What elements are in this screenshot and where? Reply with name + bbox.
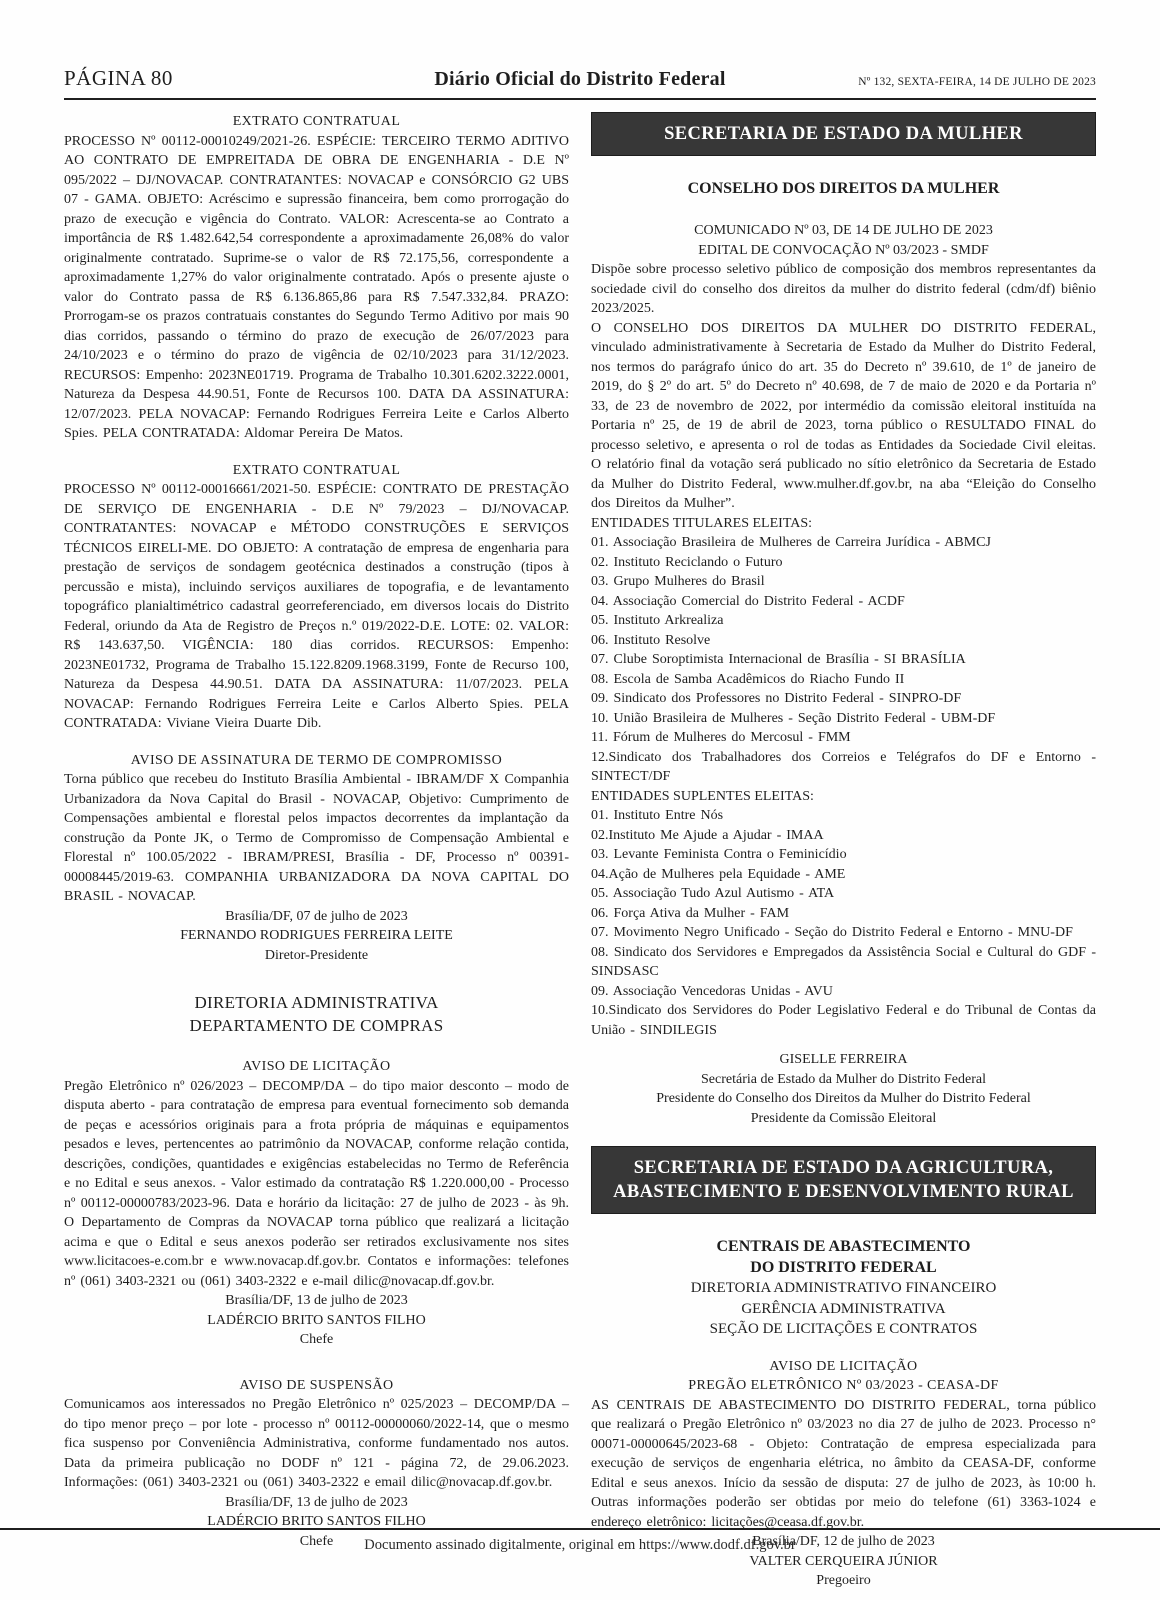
signature-role: Secretária de Estado da Mulher do Distrito Federal (701, 1071, 986, 1087)
entity-titular-item: 12.Sindicato dos Trabalhadores dos Correios e Telégrafos do DF e Entorno - SINTECT/DF (591, 749, 1096, 784)
entity-suplente-item: 07. Movimento Negro Unificado - Seção do Distrito Federal e Entorno - MNU-DF (591, 925, 1073, 940)
section-body: PROCESSO Nº 00112-00010249/2021-26. ESPÉCIE: TERCEIRO TERMO ADITIVO AO CONTRATO DE EMPREITADA DE OBRA DE ENGENHARIA - D.E Nº 095/2022 – DJ/NOVACAP. CONTRATANTES: NOVACAP e CONSÓRCIO G2 UBS 07 - GAMA. OBJETO: Acréscimo e supressão financeira, bem como prorrogação do prazo de execução e vigência do Contrato. VALOR: Acrescenta-se ao Contrato a importância de R$ 1.482.642,54 correspondente a aproximadamente 26,08% do valor originalmente contratado. Suprime-se o valor de R$ 72.175,56, correspondente a aproximadamente 1,27% do valor originalmente contratado. Após o presente ajuste o valor do Contrato passa de R$ 6.136.865,86 para R$ 7.547.332,84. PRAZO: Prorrogam-se os prazos contratuais constantes do Segundo Termo Aditivo por mais 90 dias corridos, passando o término do prazo de execução de 26/07/2023 para 24/10/2023 e o término do prazo de vigência de 02/10/2023 para 31/12/2023. RECURSOS: Empenho: 2023NE01719. Programa de Trabalho 10.301.6202.3222.0001, Natureza da Despesa 44.90.51, Fonte de Recursos 100. DATA DA ASSINATURA: 12/07/2023. PELA NOVACAP: Fernando Rodrigues Ferreira Leite e Carlos Alberto Spies. PELA CONTRATADA: Aldomar Pereira De Matos. (64, 133, 569, 441)
signature-role: Presidente do Conselho dos Direitos da Mulher do Distrito Federal (656, 1091, 1031, 1106)
entity-suplente-item: 05. Associação Tudo Azul Autismo - ATA (591, 886, 835, 901)
signature-place-date: Brasília/DF, 13 de julho de 2023 (225, 1494, 408, 1510)
subunit-headings (591, 1278, 1096, 1340)
section-body: AS CENTRAIS DE ABASTECIMENTO DO DISTRITO FEDERAL, torna público que realizará o Pregão Eletrônico nº 03/2023 no dia 27 de julho de 2023. Processo n° 00071-00000645/2023-68 - Objeto: Contratação de empresa especializada para execução de serviços de engenharia elétrica, no âmbito da CEASA-DF, conforme Edital e seus anexos. Início da sessão de disputa: 27 de julho de 2023, às 10:00 h. Outras informações poderão ser obtidas por meio do telefone (61) 3363-1024 e endereço eletrônico: licitações@ceasa.df.gov.br. (591, 1397, 1096, 1530)
ementa-paragraph: Dispõe sobre processo seletivo público de composição dos membros representantes da sociedade civil do conselho dos direitos da mulher do distrito federal (cdm/df) biênio 2023/2025. (591, 262, 1096, 316)
entity-titular-item: 09. Sindicato dos Professores no Distrito Federal - SINPRO-DF (591, 691, 962, 706)
entity-titular-item: 10. União Brasileira de Mulheres - Seção Distrito Federal - UBM-DF (591, 710, 996, 726)
signature-name: LADÉRCIO BRITO SANTOS FILHO (207, 1312, 426, 1328)
signature-block-mulher (591, 1050, 1096, 1128)
section-aviso-assinatura (64, 751, 569, 966)
signature-place-date: Brasília/DF, 07 de julho de 2023 (225, 908, 408, 924)
page-number-label: PÁGINA 80 (64, 66, 173, 90)
signature-role: Pregoeiro (816, 1573, 871, 1588)
subunit-line: GERÊNCIA ADMINISTRATIVA (741, 1300, 946, 1317)
entities-suplentes-list (591, 806, 1096, 1040)
entity-titular-item: 11. Fórum de Mulheres do Mercosul - FMM (591, 730, 851, 745)
suplentes-label: ENTIDADES SUPLENTES ELEITAS: (591, 788, 814, 804)
footer-rule (0, 1528, 1160, 1530)
entity-titular-item: 02. Instituto Reciclando o Futuro (591, 554, 783, 570)
entity-suplente-item: 03. Levante Feminista Contra o Feminicídio (591, 847, 847, 862)
masthead-title: Diário Oficial do Distrito Federal (434, 68, 726, 90)
edital-title: EDITAL DE CONVOCAÇÃO Nº 03/2023 - SMDF (698, 242, 989, 258)
section-subtitle: PREGÃO ELETRÔNICO Nº 03/2023 - CEASA-DF (688, 1378, 999, 1393)
edition-info: Nº 132, SEXTA-FEIRA, 14 DE JULHO DE 2023 (858, 76, 1096, 88)
entity-titular-item: 06. Instituto Resolve (591, 632, 711, 648)
section-title: EXTRATO CONTRATUAL (232, 462, 401, 478)
banner-secretaria-agricultura (591, 1146, 1096, 1214)
titulares-label: ENTIDADES TITULARES ELEITAS: (591, 515, 813, 531)
entity-suplente-item: 02.Instituto Me Ajude a Ajudar - IMAA (591, 827, 824, 843)
signature-role: Presidente da Comissão Eleitoral (750, 1110, 937, 1126)
content-columns (64, 112, 1096, 1591)
footer-signature-note: Documento assinado digitalmente, original em https://www.dodf.df.gov.br (364, 1537, 796, 1553)
section-title: AVISO DE LICITAÇÃO (769, 1358, 918, 1374)
left-column (64, 112, 569, 1591)
signature-name: GISELLE FERREIRA (779, 1052, 908, 1067)
resultado-paragraph: O CONSELHO DOS DIREITOS DA MULHER DO DISTRITO FEDERAL, vinculado administrativamente à Secretaria de Estado da Mulher do Distrito Federal, nos termos do parágrafo único do art. 35 do Decreto nº 39.610, de 1º de janeiro de 2019, do § 2º do art. 5º do Decreto nº 40.698, de 7 de maio de 2020 e da Portaria nº 33, de 23 de novembro de 2022, por intermédio da comissão eleitoral instituída na Portaria nº 25, de 19 de abril de 2023, torna público o RESULTADO FINAL do processo seletivo, e apresenta o rol de todas as Entidades da Sociedade Civil eleitas. O relatório final da votação será publicado no sítio eletrônico da Secretaria de Estado da Mulher do Distrito Federal, www.mulher.df.gov.br, na aba “Eleição do Conselho dos Direitos da Mulher”. (591, 320, 1096, 511)
banner-text-line: ABASTECIMENTO E DESENVOLVIMENTO RURAL (613, 1182, 1074, 1202)
signature-place-date: Brasília/DF, 12 de julho de 2023 (752, 1534, 935, 1549)
entity-suplente-item: 01. Instituto Entre Nós (591, 808, 724, 823)
section-extrato-contratual-1 (64, 112, 569, 444)
section-extrato-contratual-2 (64, 461, 569, 734)
signature-name: FERNANDO RODRIGUES FERREIRA LEITE (180, 928, 453, 943)
right-column (591, 112, 1096, 1591)
centrais-heading (591, 1236, 1096, 1278)
section-aviso-suspensao (64, 1376, 569, 1552)
entity-suplente-item: 04.Ação de Mulheres pela Equidade - AME (591, 866, 846, 882)
signature-block (64, 1291, 569, 1350)
banner-secretaria-mulher (591, 112, 1096, 156)
header-rule (64, 98, 1096, 100)
signature-name: VALTER CERQUEIRA JÚNIOR (749, 1553, 938, 1569)
entity-titular-item: 07. Clube Soroptimista Internacional de Brasília - SI BRASÍLIA (591, 652, 966, 667)
centrais-line: CENTRAIS DE ABASTECIMENTO (716, 1238, 971, 1255)
section-aviso-licitacao-novacap (64, 1057, 569, 1350)
comunicado-title: COMUNICADO Nº 03, DE 14 DE JULHO DE 2023 (694, 223, 993, 238)
signature-place-date: Brasília/DF, 13 de julho de 2023 (225, 1293, 408, 1308)
entity-titular-item: 05. Instituto Arkrealiza (591, 613, 724, 628)
section-body: Comunicamos aos interessados no Pregão Eletrônico nº 025/2023 – DECOMP/DA – do tipo menor preço – por lote - processo nº 00112-00000060/2022-14, que o mesmo fica suspenso por Conveniência Administrativa, conforme fundamentado nos autos. Data da primeira publicação no DODF nº 121 - página 72, de 29.06.2023. Informações: (061) 3403-2321 ou (061) 3403-2322 e email dilic@novacap.df.gov.br. (64, 1397, 569, 1490)
section-title: AVISO DE LICITAÇÃO (242, 1059, 391, 1074)
org-heading-diretoria (64, 991, 569, 1037)
entity-titular-item: 01. Associação Brasileira de Mulheres de Carreira Jurídica - ABMCJ (591, 535, 991, 550)
section-title: AVISO DE ASSINATURA DE TERMO DE COMPROMISSO (130, 752, 503, 768)
subunit-line: DIRETORIA ADMINISTRATIVO FINANCEIRO (690, 1280, 997, 1296)
conselho-heading: CONSELHO DOS DIREITOS DA MULHER (687, 180, 1000, 197)
centrais-line: DO DISTRITO FEDERAL (750, 1259, 937, 1276)
org-line: DIRETORIA ADMINISTRATIVA (194, 993, 439, 1012)
signature-role: Chefe (299, 1533, 334, 1549)
banner-text: SECRETARIA DE ESTADO DA MULHER (664, 124, 1023, 144)
entity-titular-item: 08. Escola de Samba Acadêmicos do Riacho Fundo II (591, 671, 905, 687)
subunit-line: SEÇÃO DE LICITAÇÕES E CONTRATOS (709, 1321, 978, 1337)
signature-block (64, 907, 569, 966)
entity-titular-item: 04. Associação Comercial do Distrito Federal - ACDF (591, 593, 905, 609)
banner-text-line: SECRETARIA DE ESTADO DA AGRICULTURA, (633, 1158, 1054, 1178)
section-body: Torna público que recebeu do Instituto Brasília Ambiental - IBRAM/DF X Companhia Urbanizadora da Nova Capital do Brasil - NOVACAP, Objetivo: Cumprimento de Compensações ambiental e florestal pelos impactos decorrentes da implantação da construção da Ponte JK, o Termo de Compromisso de Compensação Ambiental e Florestal nº 100.05/2022 - IBRAM/PRESI, Brasília - DF, Processo nº 00391-00008445/2019-63. COMPANHIA URBANIZADORA DA NOVA CAPITAL DO BRASIL - NOVACAP. (64, 772, 569, 904)
signature-role: Diretor-Presidente (264, 947, 369, 963)
org-line: DEPARTAMENTO DE COMPRAS (189, 1016, 444, 1035)
entity-suplente-item: 08. Sindicato dos Servidores e Empregados da Assistência Social e Cultural do GDF - SINDSASC (591, 944, 1096, 979)
entities-titulares-list (591, 533, 1096, 787)
section-aviso-licitacao-ceasa (591, 1357, 1096, 1591)
page-header (64, 66, 1096, 91)
entity-suplente-item: 06. Força Ativa da Mulher - FAM (591, 905, 790, 921)
section-body: Pregão Eletrônico nº 026/2023 – DECOMP/DA – do tipo maior desconto – modo de disputa aberto - para contratação de empresa para eventual fornecimento sob demanda de peças e acessórios originais para a frota própria de máquinas e equipamentos pesados e leves, pertencentes ao patrimônio da NOVACAP, conforme relação contida, descrições, condições, quantidades e exigências estabelecidas no Termo de Referência e no Edital e seus anexos. - Valor estimado da contratação R$ 1.220.000,00 - Processo nº 00112-00000783/2023-96. Data e horário da licitação: 27 de julho de 2023 - às 9h. O Departamento de Compras da NOVACAP torna público que realizará a licitação acima e que o Edital e seus anexos poderão ser retirados exclusivamente nos sites www.licitacoes-e.com.br e www.novacap.df.gov.br. Contatos e informações: telefones nº (061) 3403-2321 ou (061) 3403-2322 e e-mail dilic@novacap.df.gov.br. (64, 1078, 569, 1289)
entity-suplente-item: 09. Associação Vencedoras Unidas - AVU (591, 983, 833, 999)
signature-role: Chefe (299, 1332, 334, 1347)
signature-name: LADÉRCIO BRITO SANTOS FILHO (207, 1514, 426, 1529)
section-title: EXTRATO CONTRATUAL (232, 114, 401, 129)
entity-suplente-item: 10.Sindicato dos Servidores do Poder Legislativo Federal e do Tribunal de Contas da União - SINDILEGIS (591, 1003, 1096, 1038)
entity-titular-item: 03. Grupo Mulheres do Brasil (591, 574, 765, 589)
section-body: PROCESSO Nº 00112-00016661/2021-50. ESPÉCIE: CONTRATO DE PRESTAÇÃO DE SERVIÇO DE ENGENHARIA - D.E Nº 79/2023 – DJ/NOVACAP. CONTRATANTES: NOVACAP e MÉTODO CONSTRUÇÕES E SERVIÇOS TÉCNICOS EIRELI-ME. DO OBJETO: A contratação de empresa de engenharia para prestação de serviços de sondagem geotécnica destinados a construção (tipos à percussão e mista), incluindo serviços auxiliares de topografia, e de levantamento topográfico planialtimétrico cadastral georreferenciado, em diversos locais do Distrito Federal, oriundo da Ata de Registro de Preços n.º 019/2022-D.E. LOTE: 02. VALOR: R$ 143.637,50. VIGÊNCIA: 180 dias corridos. RECURSOS: Empenho: 2023NE01732, Programa de Trabalho 15.122.8209.1968.3199, Fonte de Recurso 100, Natureza da Despesa 44.90.51. DATA DA ASSINATURA: 11/07/2023. PELA NOVACAP: Fernando Rodrigues Ferreira Leite e Carlos Alberto Spies. PELA CONTRATADA: Viviane Vieira Duarte Dib. (64, 482, 569, 731)
section-title: AVISO DE SUSPENSÃO (239, 1377, 394, 1393)
